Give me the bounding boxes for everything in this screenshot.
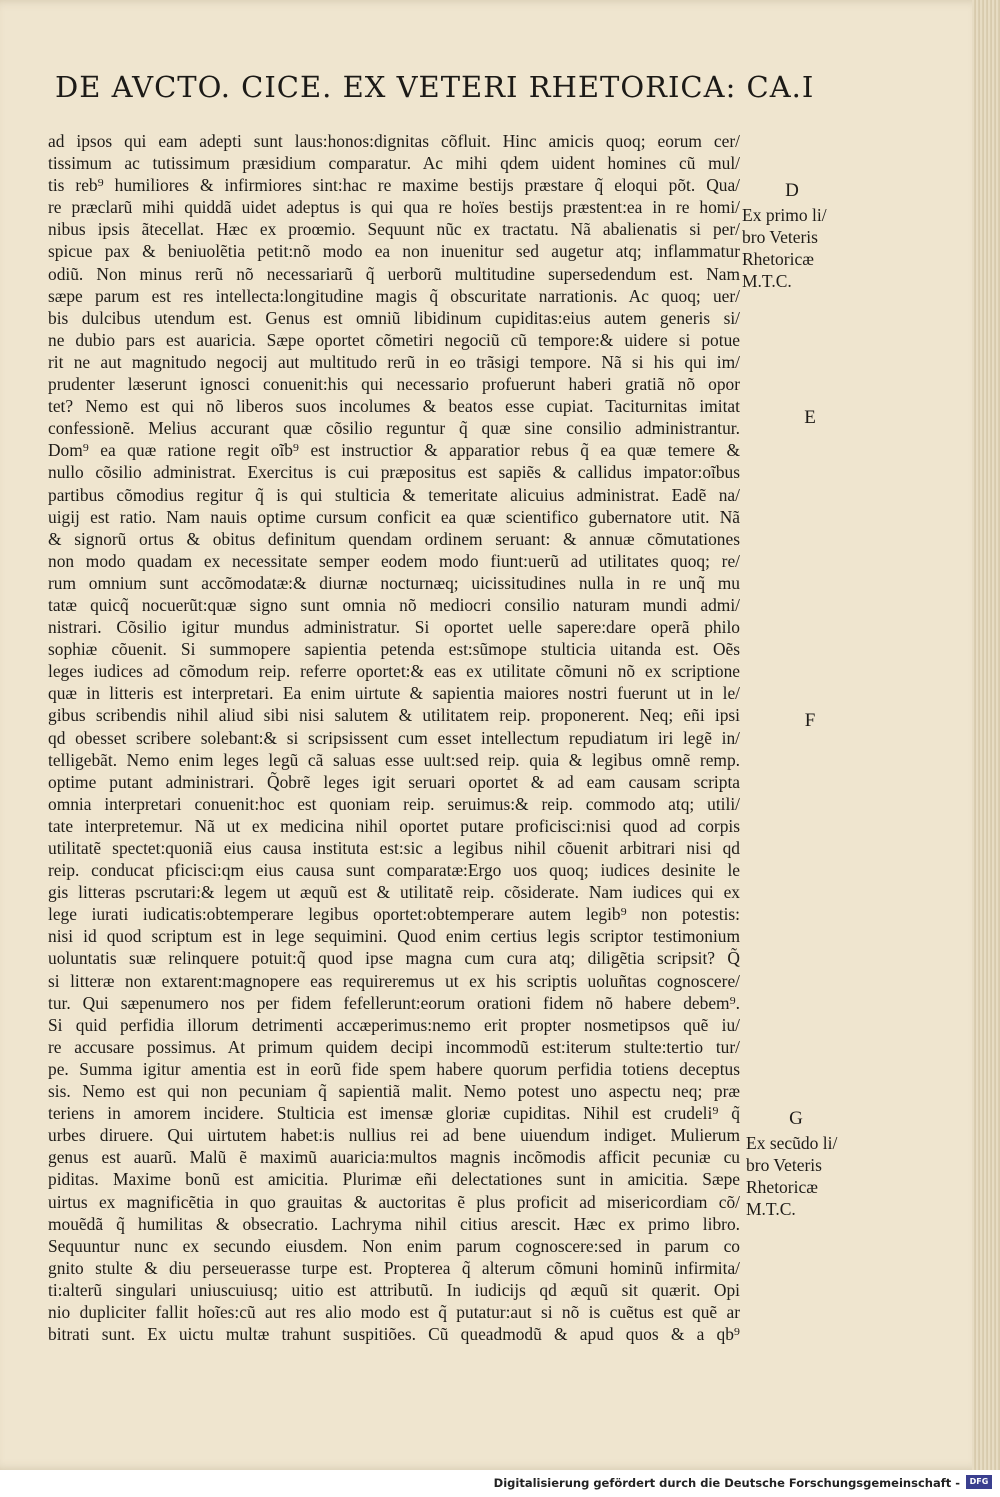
section-letter-G: G: [789, 1108, 803, 1129]
text-line: gibus scribendis nihil aliud sibi nisi salutem & utilitatem reip. proponerent. Neq; eñi ipsi: [48, 705, 740, 726]
text-line: odiũ. Non minus rerũ nõ necessariarũ q̃ uerborũ multitudine supersedendum est. Nam: [48, 263, 740, 284]
book-page-edges: [972, 0, 1000, 1470]
section-letter-E: E: [804, 407, 816, 428]
text-line: gis litteras pscrutari:& legem ut æquũ est & utilitatẽ reip. cõsiderate. Nam iudices qui ex: [48, 882, 740, 903]
margin-note-line: Ex secũdo li/: [746, 1133, 838, 1153]
running-head: DE AVCTO. CICE. EX VETERI RHETORICA: CA.I: [55, 70, 815, 104]
text-line: non modo quadam ex necessitate semper eodem modo fiunt:uerũ ad utilitates quoq; re/: [48, 550, 740, 571]
text-line: pe. Summa igitur amentia est in eorũ fide spem habere quorum perfidia totiens deceptus: [48, 1058, 740, 1079]
section-letter-D: D: [785, 180, 799, 201]
text-line: nio dupliciter fallit hoĩes:cũ aut res alio modo est q̃ putatur:aut si nõ is cuẽtus est quẽ ar: [48, 1301, 740, 1322]
text-line: nisi id quod scriptum est in lege sequimini. Quod enim certius legis scriptor testimonium: [48, 926, 740, 947]
text-line: re præclarũ mihi quiddã uidet adeptus is qui qua re hoïes bestijs præstent:ea in re homi/: [48, 197, 740, 218]
text-line: uigij est ratio. Nam nauis optime cursum conficit ea quæ scientifico gubernatore utit. Nã: [48, 506, 740, 527]
text-line: nibus ipsis ãtecellat. Hæc ex proœmio. Sequunt nũc ex tractatu. Nã abalienatis si per/: [48, 219, 740, 240]
text-line: gnito stulte & diu perseuerasse turpe est. Propterea q̃ alterum cõmuni hominũ infirmita/: [48, 1257, 740, 1278]
margin-note-line: bro Veteris: [746, 1155, 822, 1175]
footer-bar: [0, 1470, 1000, 1497]
text-line: teriens in amorem incidere. Stulticia est imensæ gloriæ cupiditas. Nihil est crudeli⁹ q̃: [48, 1103, 740, 1124]
text-line: lege iurati iudicatis:obtemperare legibus oportet:obtemperare autem legib⁹ non potestis:: [48, 904, 740, 925]
text-line: quæ in litteris est interpretari. Ea enim uirtute & sapientia maiores nostri fuerunt ut in le/: [48, 683, 740, 704]
text-line: optime putant administrari. Q̃obrẽ leges igit seruari oportet & ad eam causam scripta: [48, 771, 740, 792]
section-letter-F: F: [804, 710, 816, 731]
margin-note-D: [742, 180, 842, 292]
text-line: telligebãt. Nemo enim leges legũ cã saluas esse uult:sed reip. quia & legibus omnẽ remp.: [48, 749, 740, 770]
text-line: ti:alterũ singulari uniuscuiusq; uitio est attributũ. In iudicijs qd æquũ sit quærit. Opi: [48, 1279, 740, 1300]
margin-note-line: bro Veteris: [742, 227, 818, 247]
text-line: leges iudices ad cõmodum reip. referre oportet:& eas ex utilitate cõmuni nõ ex scriptione: [48, 661, 740, 682]
text-line: qd obesset scribere solebant:& si scripsissent cum esset intellectum repudiatum iri legẽ in/: [48, 727, 740, 748]
text-line: ne dubio pars est auaricia. Sæpe oportet cõmetiri negociũ cũ tempore:& uidere si potue: [48, 329, 740, 350]
text-line: spicue pax & beniuolẽtia petit:nõ modo ea non inuenitur sed augetur atq; inflammatur: [48, 241, 740, 262]
text-line: rum omnium sunt accõmodatæ:& diurnæ nocturnæq; uicissitudines nulla in re unq̃ mu: [48, 572, 740, 593]
margin-note-F: [760, 710, 860, 734]
text-line: ad ipsos qui eam adepti sunt laus:honos:dignitas cõfluit. Hinc amicis quoq; eorum cer/: [48, 131, 740, 151]
text-line: omnia interpretari conuenit:hoc est quoniam reip. seruimus:& reip. commodo atq; utili/: [48, 793, 740, 814]
text-line: partibus cõmodius regitur q̃ is qui stulticia & temeritate alicuius administrat. Eadẽ na/: [48, 484, 740, 505]
text-line: reip. conducat pficisci:qm eius causa sunt comparatæ:Ergo uos quoq; iudices desinite le: [48, 860, 740, 881]
text-line: prudenter læserunt ignosci conuenit:his qui necessario profuerunt haberi gratiã nõ opor: [48, 374, 740, 395]
text-line: nistrari. Cõsilio igitur mundus administratur. Si oportet uelle sapere:dare operã philo: [48, 617, 740, 638]
text-line: utilitatẽ spectet:quoniã eius causa instituta est:sic a legibus nihil cõuenit arbitrari nisi qd: [48, 838, 740, 858]
dfg-logo: DFG: [966, 1475, 992, 1489]
text-line: tur. Qui sæpenumero nos per fidem fefellerunt:eorum orationi fidem nõ habere debem⁹.: [48, 992, 740, 1013]
text-line: re accusare possimus. At primum quidem decipi incommodũ est:iterum stulte:tertio tur/: [48, 1036, 740, 1057]
funding-credit: Digitalisierung gefördert durch die Deutsche Forschungsgemeinschaft -: [493, 1476, 960, 1490]
text-line: nullo cõsilio administrat. Exercitus is cui præpositus est sapiẽs & callidus impator:oĩbus: [48, 462, 740, 483]
text-line: Dom⁹ ea quæ ratione regit oĩb⁹ est instructior & apparatior rebus q̃ ea quæ temere &: [48, 440, 740, 461]
text-line: & signorũ ortus & obitus definitum quendam ordinem seruant: & annuæ cõmutationes: [48, 528, 740, 549]
margin-note-line: Ex primo li/: [742, 205, 827, 225]
text-line: uirtus ex magnificẽtia in quo grauitas & auctoritas ẽ plus proficit ad misericordiam cõ/: [48, 1191, 740, 1212]
text-line: urbes diruere. Qui uirtutem habet:is nullius rei ad bene uiuendum indiget. Mulierum: [48, 1125, 740, 1146]
text-line: tis reb⁹ humiliores & infirmiores sint:hac re maxime bestijs præstare q̃ eloqui põt. Qua/: [48, 175, 740, 196]
text-line: mouẽdã q̃ humilitas & obsecratio. Lachryma nihil citius arescit. Hæc ex primo libro.: [48, 1213, 740, 1234]
text-line: si litteræ non extarent:magnopere eas requireremus ut ex his scriptis uoluñtas cognoscere/: [48, 970, 740, 991]
text-line: genus est auarũ. Malũ ẽ maximũ auaricia:multos magnis incõmodis afficit pecuniæ cu: [48, 1147, 740, 1168]
text-line: tissimum ac tutissimum præsidium comparatur. Ac mihi qdem uident homines cũ mul/: [48, 153, 740, 174]
text-line: tate interpretemur. Nã ut ex medicina nihil oportet putare proficisci:nisi quod ad corpis: [48, 815, 740, 836]
margin-note-line: Rhetoricæ: [742, 249, 814, 269]
text-line: sophiæ cõuenit. Si summopere sapientia petenda est:sũmope stulticia uitanda est. Oẽs: [48, 639, 740, 660]
margin-note-line: M.T.C.: [746, 1199, 796, 1219]
text-line: uoluntatis suæ relinquere potuit:q̃ quod ipse magna cum cura atq; diligẽtia scripsit? Q̃: [48, 948, 740, 969]
text-line: piditas. Maxime bonũ est amicitia. Plurimæ eñi delectationes sunt in amicitia. Sæpe: [48, 1169, 740, 1190]
margin-note-line: Rhetoricæ: [746, 1177, 818, 1197]
text-line: confessionẽ. Melius accurant quæ cõsilio reguntur q̃ quæ sine consilio administrantur.: [48, 418, 740, 439]
text-line: bitrati sunt. Ex uictu multæ trahunt suspitiões. Cũ queadmodũ & apud quos & a qb⁹: [48, 1324, 740, 1345]
body-text-column: [48, 130, 740, 1345]
text-line: sæpe parum est res intellecta:longitudine magis q̃ obscuritate narrationis. Ac quoq; uer/: [48, 285, 740, 306]
margin-note-line: M.T.C.: [742, 271, 792, 291]
text-line: bis dulcibus utendum est. Genus est omniũ libidinum cupiditas:eius autem generis si/: [48, 307, 740, 328]
text-line: tatæ quicq̃ nocuerũt:quæ signo sunt omnia nõ mediocri consilio naturam mundi admi/: [48, 594, 740, 615]
text-line: Sequuntur nunc ex secundo eiusdem. Non enim parum cognoscere:sed in parum co: [48, 1235, 740, 1256]
text-line: Si quid perfidia illorum detrimenti accæperimus:nemo erit propter nosmetipsos quẽ iu/: [48, 1014, 740, 1035]
text-line: rit ne aut magnitudo negocij aut multitudo rerũ in eo trãsigi tempore. Nã si his qui im/: [48, 351, 740, 372]
margin-note-E: [760, 407, 860, 431]
text-line: sis. Nemo est qui non pecuniam q̃ sapientiã malit. Nemo potest uno aspectu neq; præ: [48, 1081, 740, 1102]
margin-note-G: [746, 1108, 846, 1220]
text-line: tet? Nemo est qui nõ liberos suos incolumes & beatos esse cupiat. Taciturnitas imitat: [48, 396, 740, 417]
